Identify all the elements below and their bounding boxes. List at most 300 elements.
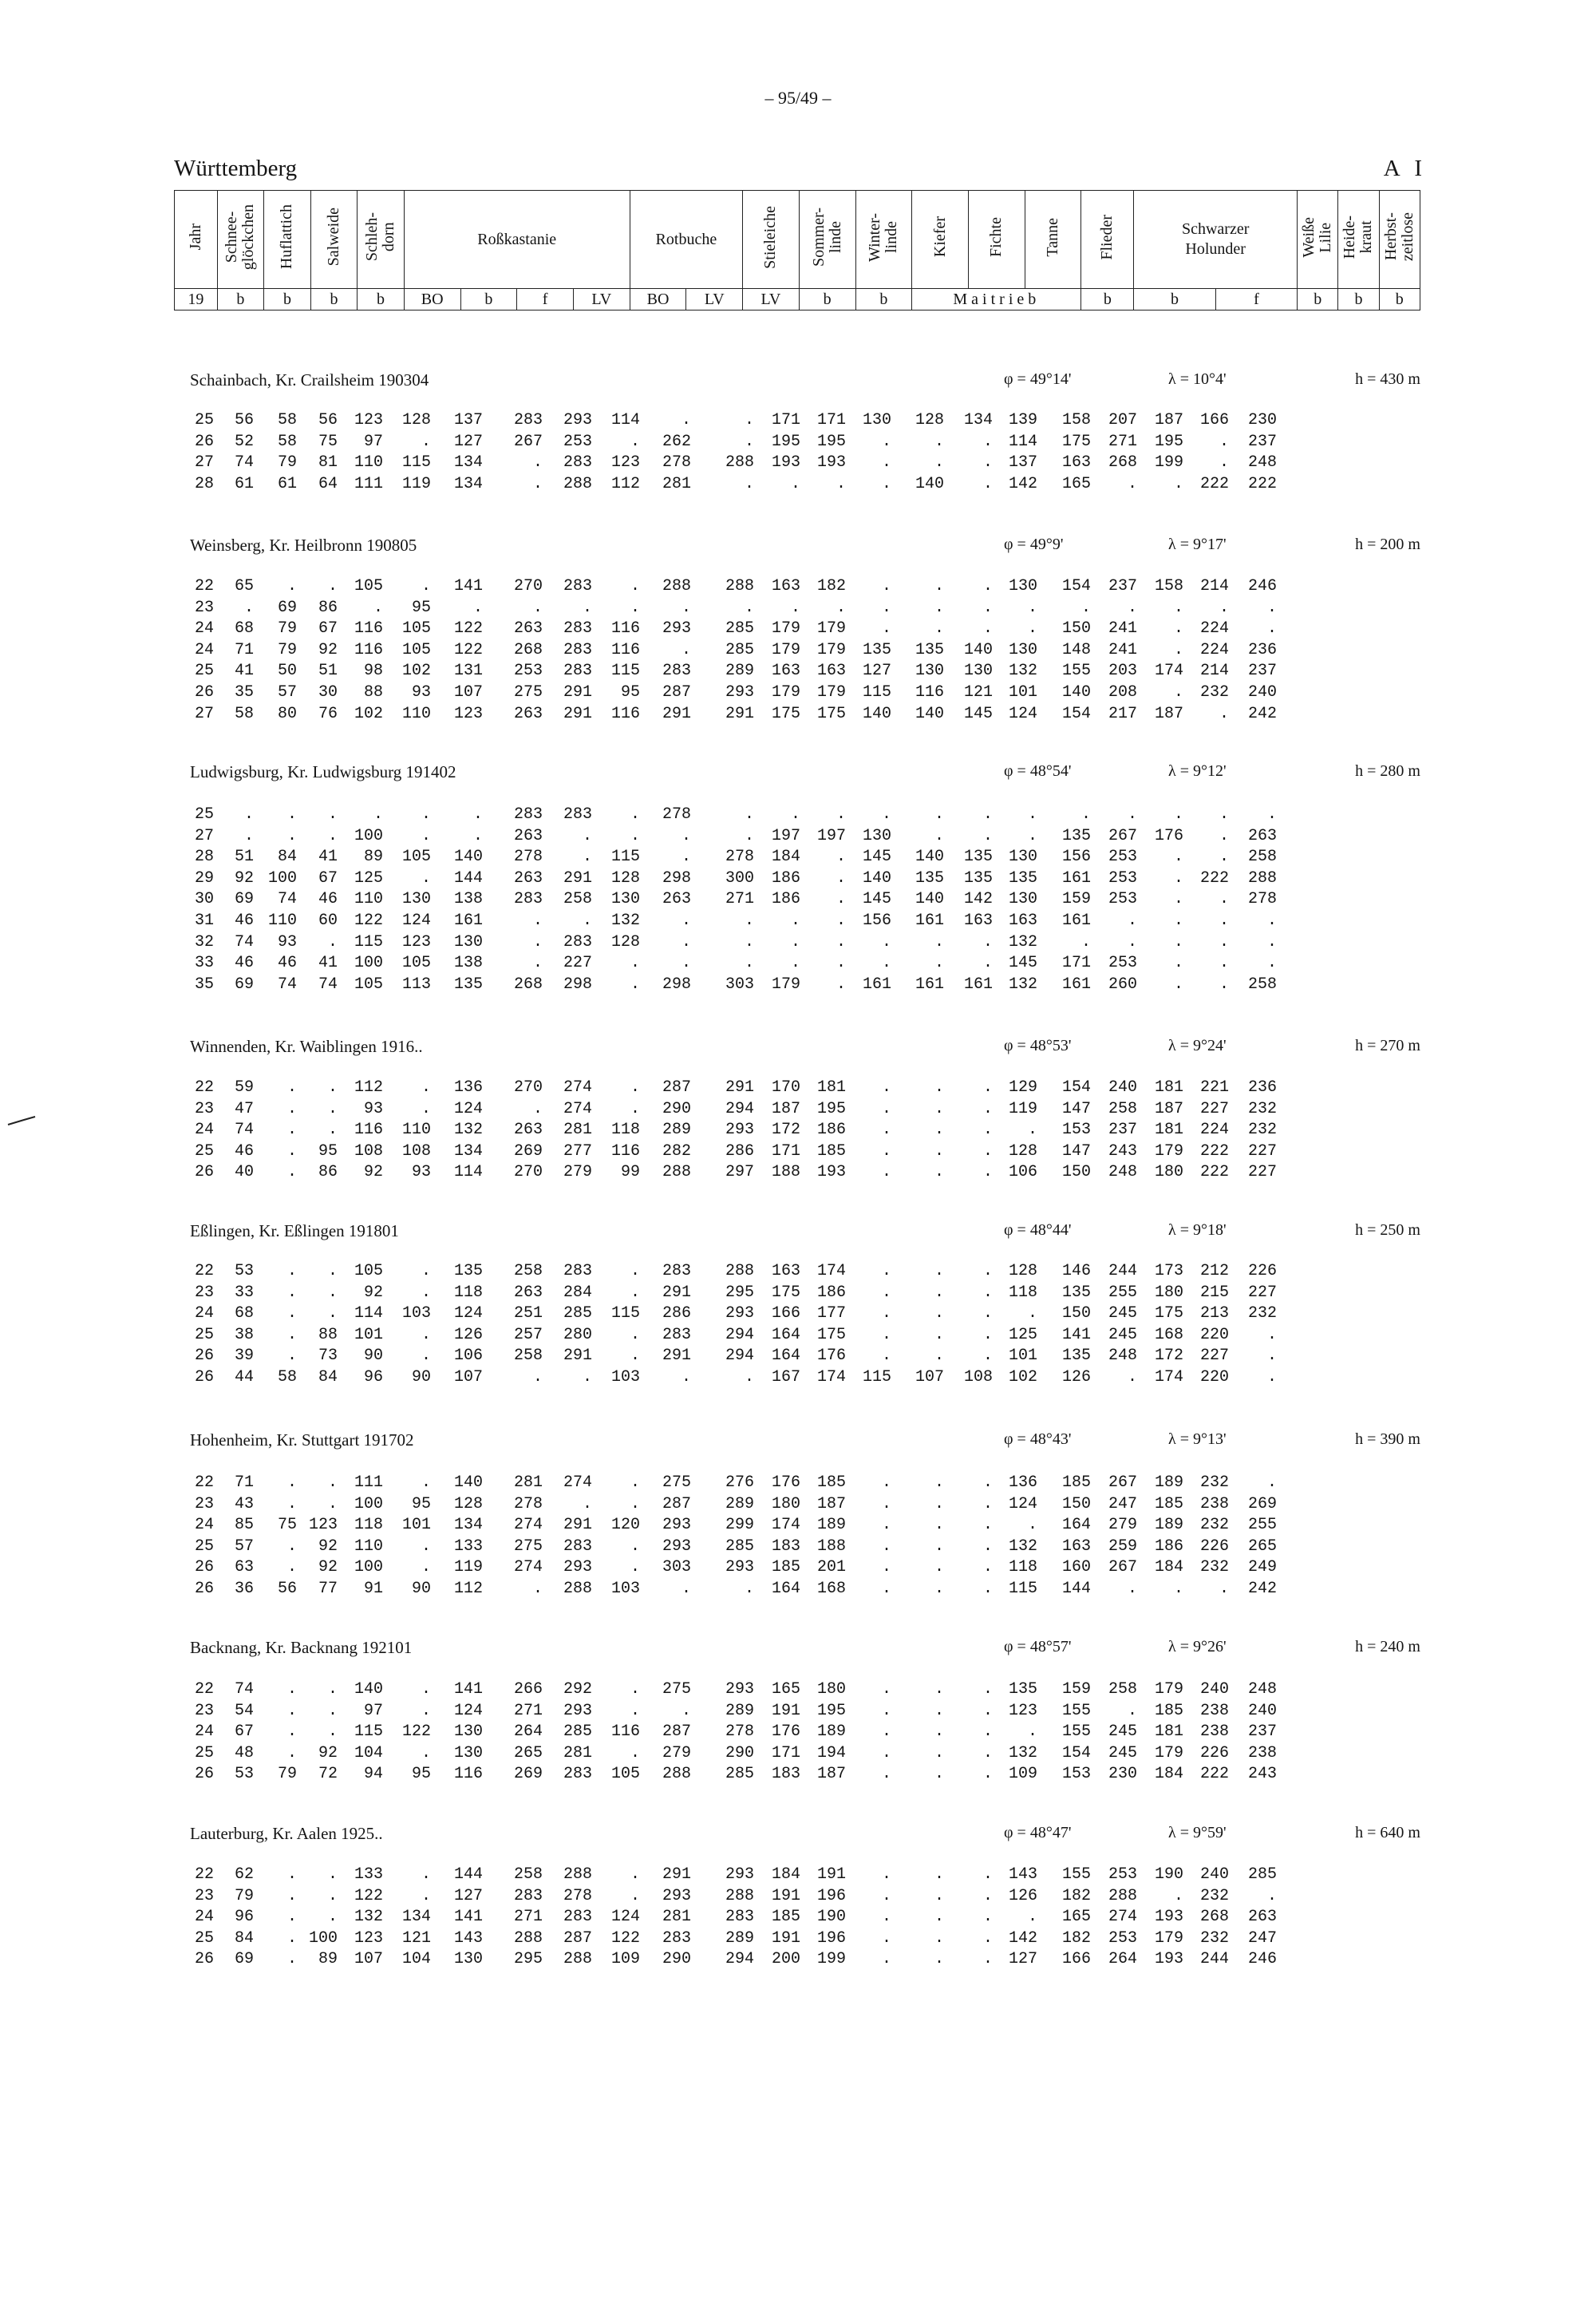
value-cell: 128 <box>453 1494 483 1513</box>
value-cell: 278 <box>513 848 543 867</box>
value-cell: . <box>881 1886 891 1905</box>
table-row <box>0 1262 1596 1283</box>
value-cell: . <box>681 954 691 973</box>
value-cell: . <box>630 1494 640 1513</box>
value-cell: 174 <box>771 1516 800 1535</box>
value-cell: 243 <box>1108 1141 1137 1161</box>
value-cell: 130 <box>453 1950 483 1969</box>
value-cell: 58 <box>277 432 297 451</box>
value-cell: . <box>982 1078 993 1097</box>
phase-holunder-b: b <box>1134 289 1215 310</box>
value-cell: . <box>532 932 543 951</box>
value-cell: 160 <box>1061 1558 1091 1577</box>
value-cell: 266 <box>513 1680 543 1699</box>
value-cell: 161 <box>963 975 993 994</box>
value-cell: 53 <box>234 1765 254 1784</box>
value-cell: 167 <box>771 1368 800 1386</box>
value-cell: . <box>934 598 944 617</box>
value-cell: 62 <box>234 1865 254 1884</box>
value-cell: 140 <box>915 848 944 867</box>
value-cell: 275 <box>662 1680 691 1699</box>
table-row <box>0 1347 1596 1367</box>
value-cell: 281 <box>563 1743 592 1762</box>
year-cell: 24 <box>194 1516 214 1535</box>
station-longitude: λ = 9°12' <box>1168 762 1227 780</box>
value-cell: . <box>1173 474 1183 493</box>
year-cell: 28 <box>194 848 214 867</box>
table-row <box>0 683 1596 704</box>
value-cell: . <box>881 1099 891 1118</box>
value-cell: . <box>681 411 691 429</box>
value-cell: 258 <box>513 1347 543 1366</box>
value-cell: 224 <box>1199 640 1229 659</box>
value-cell: . <box>630 1680 640 1699</box>
value-cell: 80 <box>277 704 297 723</box>
value-cell: . <box>421 1537 431 1556</box>
value-cell: 137 <box>1008 453 1037 473</box>
value-cell: 191 <box>771 1886 800 1905</box>
value-cell: . <box>1127 932 1137 951</box>
value-cell: . <box>881 1516 891 1535</box>
value-cell: 132 <box>354 1908 383 1927</box>
year-cell: 25 <box>194 662 214 681</box>
value-cell: 253 <box>1108 1928 1137 1948</box>
phase-maitrieb: Maitrieb <box>912 289 1081 310</box>
value-cell: 283 <box>662 662 691 681</box>
value-cell: 196 <box>816 1886 846 1905</box>
table-row <box>0 1473 1596 1494</box>
value-cell: . <box>681 1368 691 1386</box>
value-cell: 283 <box>662 1262 691 1280</box>
value-cell: . <box>327 1121 338 1140</box>
table-row <box>0 954 1596 975</box>
value-cell: 140 <box>1061 683 1091 702</box>
value-cell: 114 <box>354 1304 383 1323</box>
value-cell: 180 <box>771 1494 800 1513</box>
value-cell: 288 <box>662 577 691 595</box>
value-cell: . <box>421 1743 431 1762</box>
value-cell: 278 <box>725 848 754 867</box>
value-cell: 135 <box>915 640 944 659</box>
table-row <box>0 1744 1596 1765</box>
value-cell: . <box>327 577 338 595</box>
value-cell: 134 <box>453 453 483 473</box>
phase-huflattich: b <box>264 289 311 310</box>
table-row <box>0 619 1596 640</box>
value-cell: 278 <box>563 1886 592 1905</box>
year-cell: 27 <box>194 704 214 723</box>
value-cell: . <box>881 932 891 951</box>
year-cell: 24 <box>194 619 214 639</box>
value-cell: 102 <box>1008 1368 1037 1386</box>
table-row <box>0 475 1596 496</box>
value-cell: 140 <box>354 1680 383 1699</box>
table-row <box>0 869 1596 890</box>
value-cell: 110 <box>267 912 297 930</box>
value-cell: 179 <box>771 683 800 702</box>
value-cell: 147 <box>1061 1099 1091 1118</box>
value-cell: . <box>472 598 483 617</box>
value-cell: . <box>982 432 993 451</box>
value-cell: . <box>1219 704 1229 723</box>
value-cell: 222 <box>1199 474 1229 493</box>
value-cell: . <box>934 932 944 951</box>
value-cell: . <box>1219 890 1229 909</box>
value-cell: 191 <box>771 1928 800 1948</box>
value-cell: . <box>286 1743 297 1762</box>
value-cell: 130 <box>915 662 944 681</box>
value-cell: 220 <box>1199 1325 1229 1344</box>
value-cell: 115 <box>354 1723 383 1742</box>
value-cell: 203 <box>1108 662 1137 681</box>
value-cell: 116 <box>354 640 383 659</box>
value-cell: . <box>327 932 338 951</box>
value-cell: 168 <box>816 1580 846 1598</box>
value-cell: 68 <box>234 1304 254 1323</box>
value-cell: 100 <box>308 1928 338 1948</box>
value-cell: 79 <box>277 619 297 639</box>
value-cell: . <box>1027 598 1037 617</box>
value-cell: 291 <box>725 1078 754 1097</box>
value-cell: 276 <box>725 1473 754 1492</box>
value-cell: . <box>1173 932 1183 951</box>
value-cell: 268 <box>1108 453 1137 473</box>
value-cell: 142 <box>1008 474 1037 493</box>
value-cell: . <box>582 912 592 930</box>
station-latitude: φ = 48°43' <box>1004 1430 1072 1448</box>
value-cell: 134 <box>453 474 483 493</box>
value-cell: 224 <box>1199 1121 1229 1140</box>
value-cell: 173 <box>1154 1262 1183 1280</box>
col-header-fichte: Fichte <box>968 191 1025 289</box>
value-cell: 38 <box>234 1325 254 1344</box>
value-cell: . <box>1266 1368 1277 1386</box>
value-cell: 196 <box>816 1928 846 1948</box>
table-row <box>0 1326 1596 1347</box>
table-row <box>0 1929 1596 1950</box>
value-cell: . <box>881 577 891 595</box>
station-latitude: φ = 48°54' <box>1004 762 1072 780</box>
value-cell: 124 <box>453 1304 483 1323</box>
value-cell: 172 <box>1154 1347 1183 1366</box>
value-cell: 163 <box>1061 1537 1091 1556</box>
value-cell: 105 <box>354 975 383 994</box>
value-cell: 134 <box>453 1516 483 1535</box>
station-latitude: φ = 49°14' <box>1004 370 1072 388</box>
value-cell: 118 <box>354 1516 383 1535</box>
value-cell: 163 <box>816 662 846 681</box>
value-cell: . <box>934 805 944 824</box>
value-cell: 132 <box>1008 662 1037 681</box>
value-cell: 193 <box>1154 1950 1183 1969</box>
value-cell: . <box>1219 826 1229 845</box>
value-cell: 242 <box>1247 704 1277 723</box>
value-cell: 220 <box>1199 1368 1229 1386</box>
value-cell: 89 <box>363 848 383 867</box>
value-cell: . <box>1027 1304 1037 1323</box>
value-cell: . <box>744 954 754 973</box>
value-cell: 227 <box>1247 1283 1277 1302</box>
value-cell: 185 <box>771 1558 800 1577</box>
value-cell: 283 <box>563 619 592 639</box>
value-cell: 285 <box>563 1723 592 1742</box>
value-cell: . <box>934 1262 944 1280</box>
value-cell: 283 <box>662 1325 691 1344</box>
value-cell: 121 <box>401 1928 431 1948</box>
value-cell: . <box>327 826 338 845</box>
value-cell: . <box>881 1765 891 1784</box>
value-cell: 109 <box>610 1950 640 1969</box>
station-name: Backnang, Kr. Backnang 192101 <box>190 1638 413 1657</box>
value-cell: 240 <box>1247 1701 1277 1720</box>
value-cell: . <box>286 1865 297 1884</box>
value-cell: 293 <box>725 1865 754 1884</box>
value-cell: 212 <box>1199 1262 1229 1280</box>
value-cell: 193 <box>816 1163 846 1182</box>
value-cell: 283 <box>662 1928 691 1948</box>
value-cell: 253 <box>1108 868 1137 888</box>
value-cell: 105 <box>354 1262 383 1280</box>
value-cell: 135 <box>1061 1283 1091 1302</box>
value-cell: 75 <box>318 432 338 451</box>
value-cell: . <box>881 1580 891 1598</box>
value-cell: 182 <box>1061 1886 1091 1905</box>
value-cell: . <box>934 577 944 595</box>
value-cell: 144 <box>453 868 483 888</box>
value-cell: 54 <box>234 1701 254 1720</box>
value-cell: 120 <box>610 1516 640 1535</box>
value-cell: 51 <box>234 848 254 867</box>
value-cell: . <box>982 1908 993 1927</box>
value-cell: . <box>1127 912 1137 930</box>
phase-heidekraut: b <box>1338 289 1379 310</box>
value-cell: 93 <box>363 1099 383 1118</box>
value-cell: 291 <box>563 1516 592 1535</box>
value-cell: 136 <box>453 1078 483 1097</box>
value-cell: . <box>532 474 543 493</box>
value-cell: . <box>881 453 891 473</box>
value-cell: 128 <box>915 411 944 429</box>
phase-schneegloeckchen: b <box>217 289 264 310</box>
value-cell: 134 <box>453 1141 483 1161</box>
value-cell: 259 <box>1108 1537 1137 1556</box>
value-cell: 274 <box>563 1099 592 1118</box>
value-cell: 121 <box>963 683 993 702</box>
year-cell: 31 <box>194 912 214 930</box>
value-cell: 179 <box>816 619 846 639</box>
value-cell: 126 <box>1008 1886 1037 1905</box>
value-cell: . <box>327 1701 338 1720</box>
value-cell: 244 <box>1199 1950 1229 1969</box>
value-cell: 179 <box>1154 1141 1183 1161</box>
value-cell: . <box>934 1347 944 1366</box>
value-cell: . <box>286 1537 297 1556</box>
value-cell: . <box>286 1701 297 1720</box>
station-name: Winnenden, Kr. Waiblingen 1916.. <box>190 1037 423 1056</box>
value-cell: 100 <box>354 1558 383 1577</box>
value-cell: . <box>286 1473 297 1492</box>
value-cell: 293 <box>662 1516 691 1535</box>
table-row <box>0 1702 1596 1723</box>
value-cell: . <box>1127 805 1137 824</box>
value-cell: 135 <box>862 640 891 659</box>
value-cell: 194 <box>816 1743 846 1762</box>
value-cell: 180 <box>816 1680 846 1699</box>
value-cell: . <box>982 1516 993 1535</box>
value-cell: 187 <box>1154 1099 1183 1118</box>
value-cell: 258 <box>1108 1680 1137 1699</box>
station-altitude: h = 430 m <box>1355 370 1420 388</box>
value-cell: 201 <box>816 1558 846 1577</box>
value-cell: 110 <box>401 704 431 723</box>
value-cell: 265 <box>1247 1537 1277 1556</box>
value-cell: . <box>1173 640 1183 659</box>
value-cell: 140 <box>862 868 891 888</box>
value-cell: . <box>532 453 543 473</box>
value-cell: 251 <box>513 1304 543 1323</box>
value-cell: . <box>1027 619 1037 639</box>
value-cell: 56 <box>277 1580 297 1598</box>
phase-rosskastanie-lv: LV <box>573 289 630 310</box>
col-header-kiefer: Kiefer <box>912 191 969 289</box>
value-cell: 215 <box>1199 1283 1229 1302</box>
value-cell: 291 <box>662 1347 691 1366</box>
year-cell: 25 <box>194 1743 214 1762</box>
year-cell: 26 <box>194 432 214 451</box>
value-cell: . <box>982 1680 993 1699</box>
value-cell: . <box>836 890 846 909</box>
value-cell: . <box>982 1701 993 1720</box>
value-cell: 249 <box>1247 1558 1277 1577</box>
value-cell: 191 <box>771 1701 800 1720</box>
value-cell: 164 <box>771 1580 800 1598</box>
value-cell: 295 <box>513 1950 543 1969</box>
value-cell: . <box>286 1347 297 1366</box>
value-cell: 41 <box>318 848 338 867</box>
value-cell: 156 <box>1061 848 1091 867</box>
value-cell: . <box>934 619 944 639</box>
value-cell: 232 <box>1199 683 1229 702</box>
station-header <box>190 1430 1420 1454</box>
value-cell: . <box>1173 912 1183 930</box>
value-cell: . <box>934 1304 944 1323</box>
station-longitude: λ = 9°26' <box>1168 1638 1227 1655</box>
value-cell: 163 <box>771 577 800 595</box>
value-cell: 140 <box>453 848 483 867</box>
value-cell: 158 <box>1154 577 1183 595</box>
station-longitude: λ = 9°13' <box>1168 1430 1227 1448</box>
value-cell: . <box>1173 848 1183 867</box>
table-row <box>0 453 1596 474</box>
value-cell: 227 <box>1199 1347 1229 1366</box>
value-cell: 100 <box>354 826 383 845</box>
value-cell: . <box>286 1304 297 1323</box>
value-cell: . <box>1127 474 1137 493</box>
value-cell: 132 <box>1008 1537 1037 1556</box>
col-header-schneegloeckchen: Schnee- glöckchen <box>217 191 264 289</box>
value-cell: . <box>1219 975 1229 994</box>
value-cell: 134 <box>401 1908 431 1927</box>
value-cell: 161 <box>862 975 891 994</box>
value-cell: 124 <box>453 1701 483 1720</box>
value-cell: 283 <box>513 411 543 429</box>
value-cell: 175 <box>816 1325 846 1344</box>
value-cell: 217 <box>1108 704 1137 723</box>
phase-stieleiche: LV <box>743 289 800 310</box>
value-cell: . <box>934 1099 944 1118</box>
value-cell: 185 <box>771 1908 800 1927</box>
value-cell: 174 <box>1154 1368 1183 1386</box>
table-row <box>0 805 1596 826</box>
value-cell: . <box>286 1558 297 1577</box>
value-cell: 230 <box>1108 1765 1137 1784</box>
value-cell: 107 <box>453 1368 483 1386</box>
value-cell: . <box>790 912 800 930</box>
value-cell: 291 <box>662 704 691 723</box>
value-cell: 119 <box>453 1558 483 1577</box>
value-cell: . <box>1266 932 1277 951</box>
value-cell: . <box>1173 683 1183 702</box>
value-cell: 238 <box>1199 1701 1229 1720</box>
value-cell: 271 <box>1108 432 1137 451</box>
value-cell: 124 <box>453 1099 483 1118</box>
value-cell: 109 <box>1008 1765 1037 1784</box>
value-cell: 245 <box>1108 1723 1137 1742</box>
value-cell: 291 <box>563 683 592 702</box>
value-cell: 143 <box>453 1928 483 1948</box>
value-cell: . <box>982 577 993 595</box>
value-cell: . <box>934 1516 944 1535</box>
value-cell: 293 <box>725 1680 754 1699</box>
value-cell: 155 <box>1061 1723 1091 1742</box>
value-cell: . <box>1127 1580 1137 1598</box>
value-cell: 130 <box>610 890 640 909</box>
value-cell: 179 <box>1154 1680 1183 1699</box>
value-cell: . <box>1219 912 1229 930</box>
value-cell: 222 <box>1199 868 1229 888</box>
value-cell: 279 <box>1108 1516 1137 1535</box>
year-cell: 25 <box>194 1537 214 1556</box>
value-cell: 98 <box>363 662 383 681</box>
table-row <box>0 577 1596 598</box>
value-cell: 158 <box>1061 411 1091 429</box>
value-cell: 253 <box>563 432 592 451</box>
year-cell: 26 <box>194 683 214 702</box>
value-cell: 260 <box>1108 975 1137 994</box>
value-cell: 110 <box>401 1121 431 1140</box>
value-cell: . <box>982 932 993 951</box>
value-cell: 263 <box>513 1121 543 1140</box>
value-cell: 293 <box>563 1558 592 1577</box>
value-cell: 195 <box>1154 432 1183 451</box>
value-cell: 56 <box>234 411 254 429</box>
value-cell: 46 <box>318 890 338 909</box>
value-cell: . <box>1173 975 1183 994</box>
value-cell: 124 <box>401 912 431 930</box>
value-cell: 237 <box>1247 432 1277 451</box>
value-cell: 81 <box>318 453 338 473</box>
value-cell: . <box>286 1908 297 1927</box>
value-cell: 283 <box>563 1262 592 1280</box>
table-row <box>0 411 1596 432</box>
value-cell: 142 <box>1008 1928 1037 1948</box>
value-cell: 181 <box>816 1078 846 1097</box>
value-cell: 188 <box>771 1163 800 1182</box>
value-cell: 76 <box>318 704 338 723</box>
value-cell: . <box>881 1283 891 1302</box>
value-cell: 174 <box>1154 662 1183 681</box>
value-cell: 182 <box>1061 1928 1091 1948</box>
